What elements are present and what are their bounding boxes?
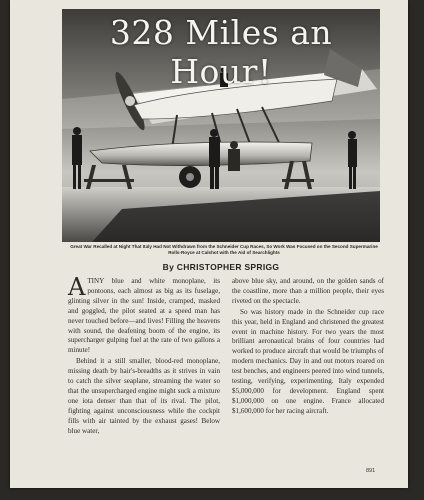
photo-caption: Great War Recalled at Night That Italy Had Not Withdrawn from the Schneider Cup Races, So Work Was Focused on the Second Supermarine Rolls-Royce at Calshot with the Aid of Searchlights bbox=[70, 244, 378, 255]
drop-cap: A bbox=[68, 273, 86, 301]
body-paragraph: ATINY blue and white monoplane, its pontoons, each almost as big as its fuselage, glinting silver in the sun! Inside, cramped, masked and goggled, the pilot seated at a speed man has never touched before—and lives! Filling the heavens with sound, the deafening boom of the engine, its supercharger gulping fuel at the rate of two gallons a minute! bbox=[68, 273, 220, 355]
magazine-page bbox=[10, 0, 408, 488]
body-column-right bbox=[232, 277, 384, 417]
body-paragraph: Behind it a still smaller, blood-red monoplane, missing death by hair's-breadths as it strives in vain to catch the silver seaplane, streaming the water so that the unsupercharged engine might suck a mixture one iota denser than that of its rival. The pilot, fighting against unconsciousness while the cockpit fills with air tainted by the exhaust gases! Below blue water, bbox=[68, 357, 220, 435]
body-paragraph: So was history made in the Schneider cup race this year, held in England and christened the greatest event in machine history. For two years the most brilliant aeronautical brains of four countries had worked to produce aircraft that would be triumphs of modern mechanics. Day in and out motors roared on test benches, and engineers peered into wind tunnels, testing, verifying, experimenting. Italy expended $5,000,000 for development. England spent $1,000,000 on one engine. France allocated $1,600,000 for her racing aircraft. bbox=[232, 307, 384, 415]
page-number: 891 bbox=[366, 468, 376, 474]
seaplane-photo bbox=[62, 9, 380, 242]
body-paragraph: above blue sky, and around, on the golden sands of the coastline, more than a million people, their eyes riveted on the spectacle. bbox=[232, 277, 384, 305]
author-byline: By CHRISTOPHER SPRIGG bbox=[162, 262, 280, 272]
article-title: 328 Miles an Hour! bbox=[109, 13, 333, 91]
body-column-left bbox=[68, 273, 220, 437]
